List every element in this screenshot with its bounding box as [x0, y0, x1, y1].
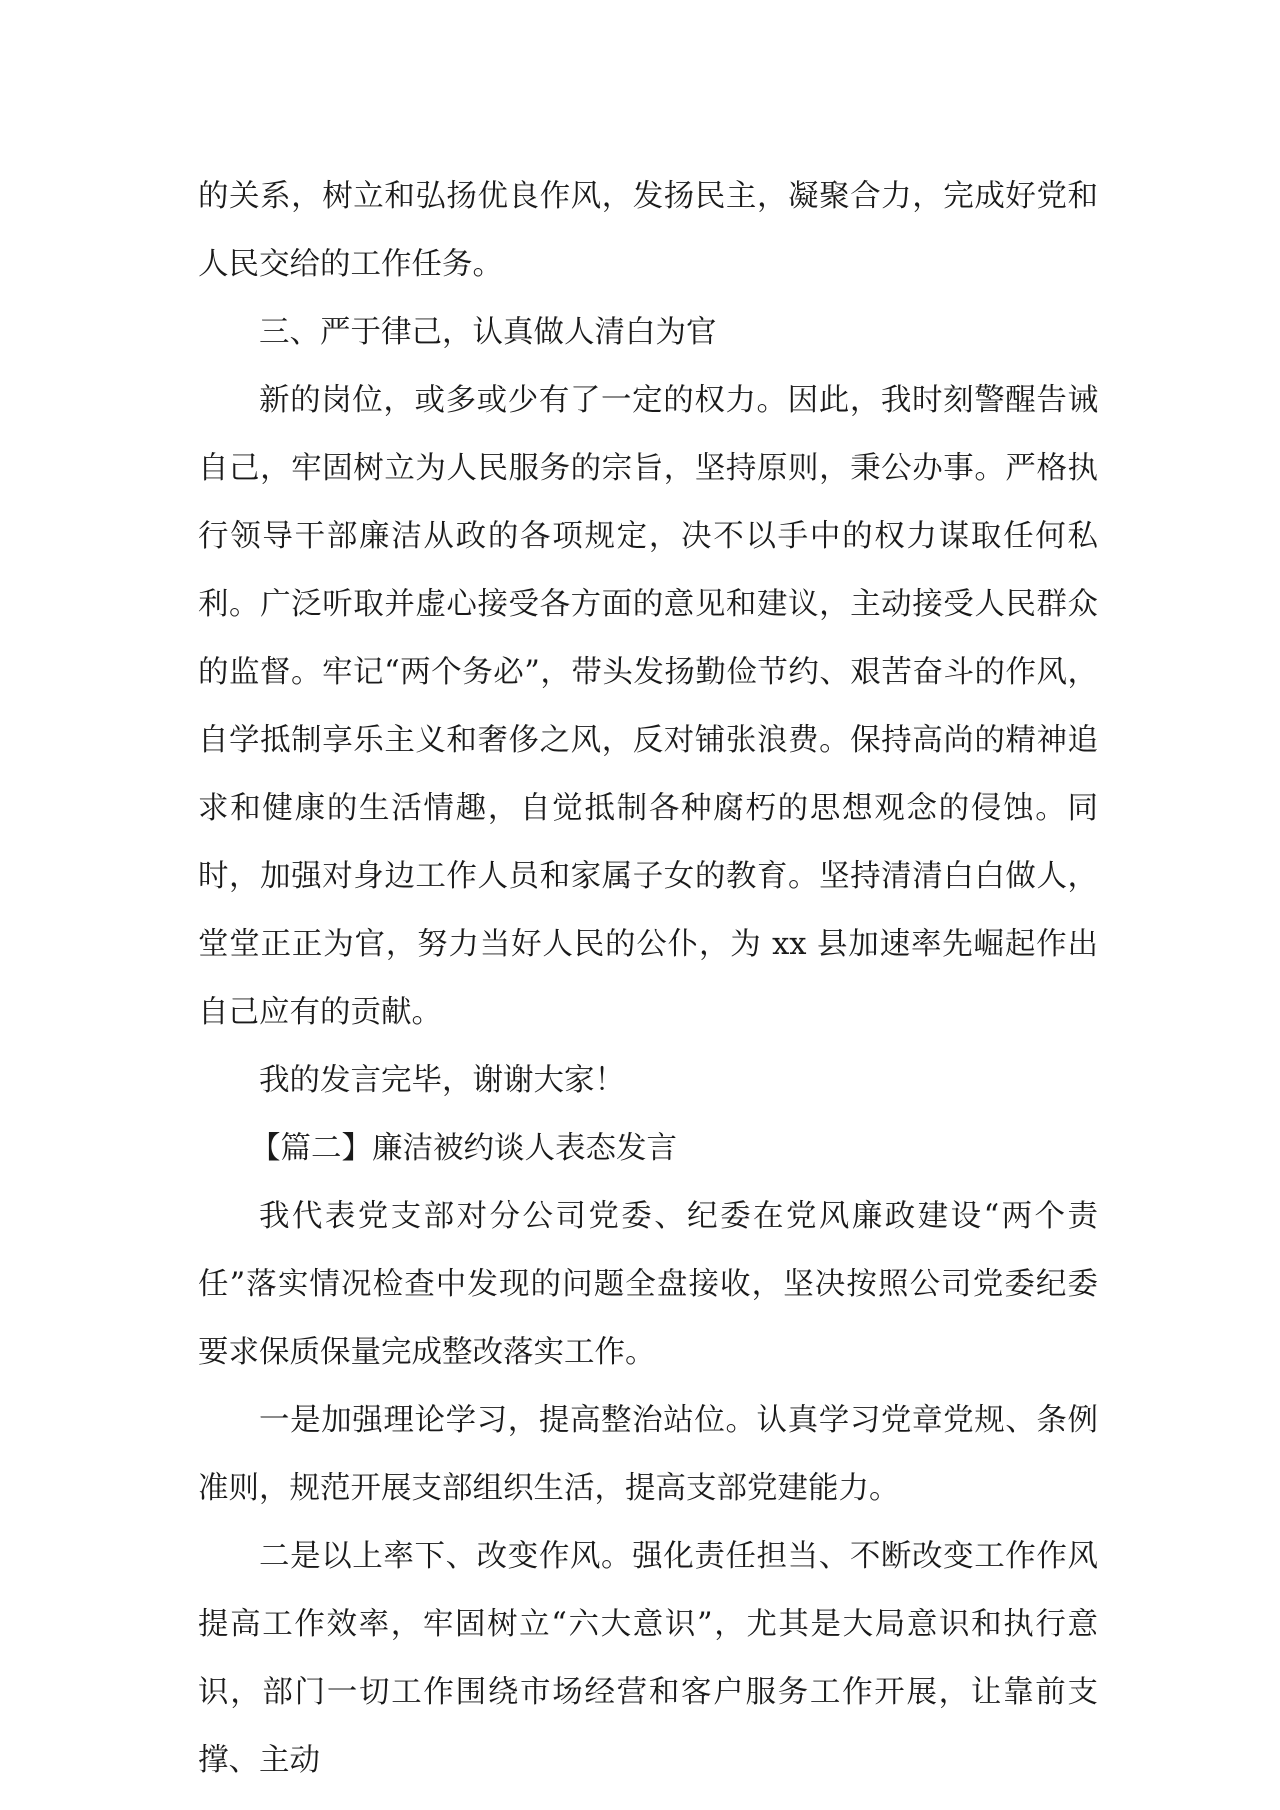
paragraph: 我代表党支部对分公司党委、纪委在党风廉政建设“两个责任”落实情况检查中发现的问题全盘接收，坚决按照公司党委纪委要求保质保量完成整改落实工作。: [198, 1199, 1098, 1370]
document-body: [198, 163, 1098, 1795]
paragraph: 二是以上率下、改变作风。强化责任担当、不断改变工作作风提高工作效率，牢固树立“六大意识”，尤其是大局意识和执行意识，部门一切工作围绕市场经营和客户服务工作开展，让靠前支撑、主动: [198, 1539, 1098, 1778]
paragraph: 一是加强理论学习，提高整治站位。认真学习党章党规、条例准则，规范开展支部组织生活，提高支部党建能力。: [198, 1403, 1098, 1506]
paragraph-closing: 我的发言完毕，谢谢大家！: [259, 1063, 625, 1098]
paragraph: 新的岗位，或多或少有了一定的权力。因此，我时刻警醒告诫自己，牢固树立为人民服务的宗旨，坚持原则，秉公办事。严格执行领导干部廉洁从政的各项规定，决不以手中的权力谋取任何私利。广泛听取并虚心接受各方面的意见和建议，主动接受人民群众的监督。牢记“两个务必”，带头发扬勤俭节约、艰苦奋斗的作风，自学抵制享乐主义和奢侈之风，反对铺张浪费。保持高尚的精神追求和健康的生活情趣，自觉抵制各种腐朽的思想观念的侵蚀。同时，加强对身边工作人员和家属子女的教育。坚持清清白白做人，堂堂正正为官，努力当好人民的公仆，为 xx 县加速率先崛起作出自己应有的贡献。: [198, 383, 1098, 1030]
paragraph-continuation: 的关系，树立和弘扬优良作风，发扬民主，凝聚合力，完成好党和人民交给的工作任务。: [198, 179, 1098, 282]
chapter-title: 【篇二】廉洁被约谈人表态发言: [250, 1131, 677, 1166]
section-heading: 三、严于律己，认真做人清白为官: [259, 315, 717, 350]
